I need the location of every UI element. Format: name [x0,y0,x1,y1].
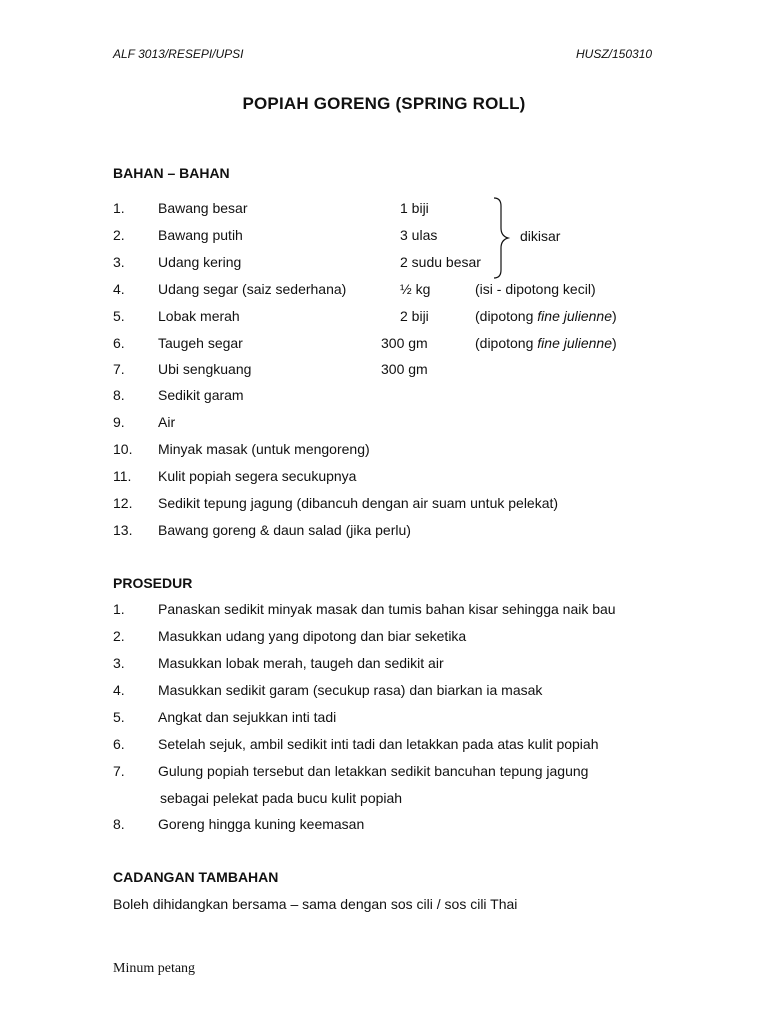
ingredient-number: 5. [113,308,125,324]
ingredient-row [0,387,768,407]
ingredient-number: 6. [113,335,125,351]
ingredient-row [0,414,768,434]
step-number: 1. [113,601,125,617]
note-suffix: ) [612,308,617,324]
step-text: Masukkan sedikit garam (secukup rasa) dan biarkan ia masak [158,682,543,698]
step-text: Setelah sejuk, ambil sedikit inti tadi dan letakkan pada atas kulit popiah [158,736,599,752]
procedure-step [0,628,768,648]
ingredient-name: Bawang goreng & daun salad (jika perlu) [158,522,411,538]
ingredient-name: Bawang besar [158,200,248,216]
ingredient-quantity: ½ kg [400,281,431,297]
ingredient-number: 11. [113,468,132,484]
step-number: 3. [113,655,125,671]
step-text: Panaskan sedikit minyak masak dan tumis bahan kisar sehingga naik bau [158,601,616,617]
ingredient-number: 2. [113,227,125,243]
ingredient-quantity: 300 gm [381,361,428,377]
ingredient-row [0,281,768,301]
procedure-step [0,736,768,756]
step-number: 5. [113,709,125,725]
ingredient-row [0,468,768,488]
ingredients-heading: BAHAN – BAHAN [113,165,230,181]
ingredient-name: Air [158,414,176,430]
ingredient-quantity: 300 gm [381,335,428,351]
ingredient-number: 3. [113,254,125,270]
ingredient-name: Udang kering [158,254,242,270]
ingredient-row [0,227,768,247]
ingredient-row [0,522,768,542]
ingredient-note: (isi - dipotong kecil) [475,281,596,297]
ingredient-name: Bawang putih [158,227,243,243]
footer-category: Minum petang [113,961,196,976]
ingredient-quantity: 2 sudu besar [400,254,481,270]
ingredient-number: 1. [113,200,125,216]
curly-brace-icon [490,196,512,280]
blended-note: dikisar [520,228,561,244]
recipe-title: POPIAH GORENG (SPRING ROLL) [242,94,526,113]
ingredient-number: 10. [113,441,133,457]
procedure-step [0,816,768,836]
procedure-heading: PROSEDUR [113,575,193,591]
ingredient-name: Ubi sengkuang [158,361,252,377]
procedure-step [0,682,768,702]
step-number: 2. [113,628,125,644]
ingredient-number: 9. [113,414,125,430]
note-emphasis: fine julienne [537,308,613,324]
ingredient-row [0,441,768,461]
ingredient-name: Minyak masak (untuk mengoreng) [158,441,370,457]
procedure-step [0,709,768,729]
step-number: 6. [113,736,125,752]
note-suffix: ) [612,335,617,351]
ingredient-note [475,335,617,351]
ingredient-name: Sedikit tepung jagung (dibancuh dengan air suam untuk pelekat) [158,495,559,511]
ingredient-number: 13. [113,522,133,538]
step-text: Gulung popiah tersebut dan letakkan sedikit bancuhan tepung jagung [158,763,589,779]
ingredient-number: 7. [113,361,125,377]
note-prefix: (dipotong [475,335,538,351]
step-text-continued: sebagai pelekat pada bucu kulit popiah [160,790,403,806]
ingredient-row [0,495,768,515]
ingredient-row [0,308,768,328]
header-reference-code: HUSZ/150310 [576,47,653,61]
step-text: Masukkan lobak merah, taugeh dan sedikit air [158,655,444,671]
step-number: 8. [113,816,125,832]
procedure-step-continuation [0,790,768,810]
ingredient-number: 8. [113,387,125,403]
procedure-step [0,655,768,675]
ingredient-quantity: 1 biji [400,200,429,216]
header-course-code: ALF 3013/RESEPI/UPSI [113,47,244,61]
step-text: Goreng hingga kuning keemasan [158,816,365,832]
ingredient-row [0,361,768,381]
step-text: Masukkan udang yang dipotong dan biar seketika [158,628,467,644]
note-emphasis: fine julienne [537,335,613,351]
ingredient-note [475,308,617,324]
note-prefix: (dipotong [475,308,538,324]
ingredient-name: Lobak merah [158,308,240,324]
ingredient-name: Taugeh segar [158,335,243,351]
ingredient-row [0,200,768,220]
step-text: Angkat dan sejukkan inti tadi [158,709,337,725]
procedure-step [0,601,768,621]
step-number: 4. [113,682,125,698]
ingredient-number: 12. [113,495,133,511]
ingredient-row [0,335,768,355]
ingredient-name: Sedikit garam [158,387,244,403]
ingredient-name: Kulit popiah segera secukupnya [158,468,357,484]
ingredient-number: 4. [113,281,125,297]
procedure-step [0,763,768,783]
ingredient-quantity: 3 ulas [400,227,438,243]
ingredient-quantity: 2 biji [400,308,429,324]
ingredient-row [0,254,768,274]
ingredient-name: Udang segar (saiz sederhana) [158,281,347,297]
step-number: 7. [113,763,125,779]
suggestion-text: Boleh dihidangkan bersama – sama dengan sos cili / sos cili Thai [113,896,518,912]
suggestion-heading: CADANGAN TAMBAHAN [113,869,279,885]
